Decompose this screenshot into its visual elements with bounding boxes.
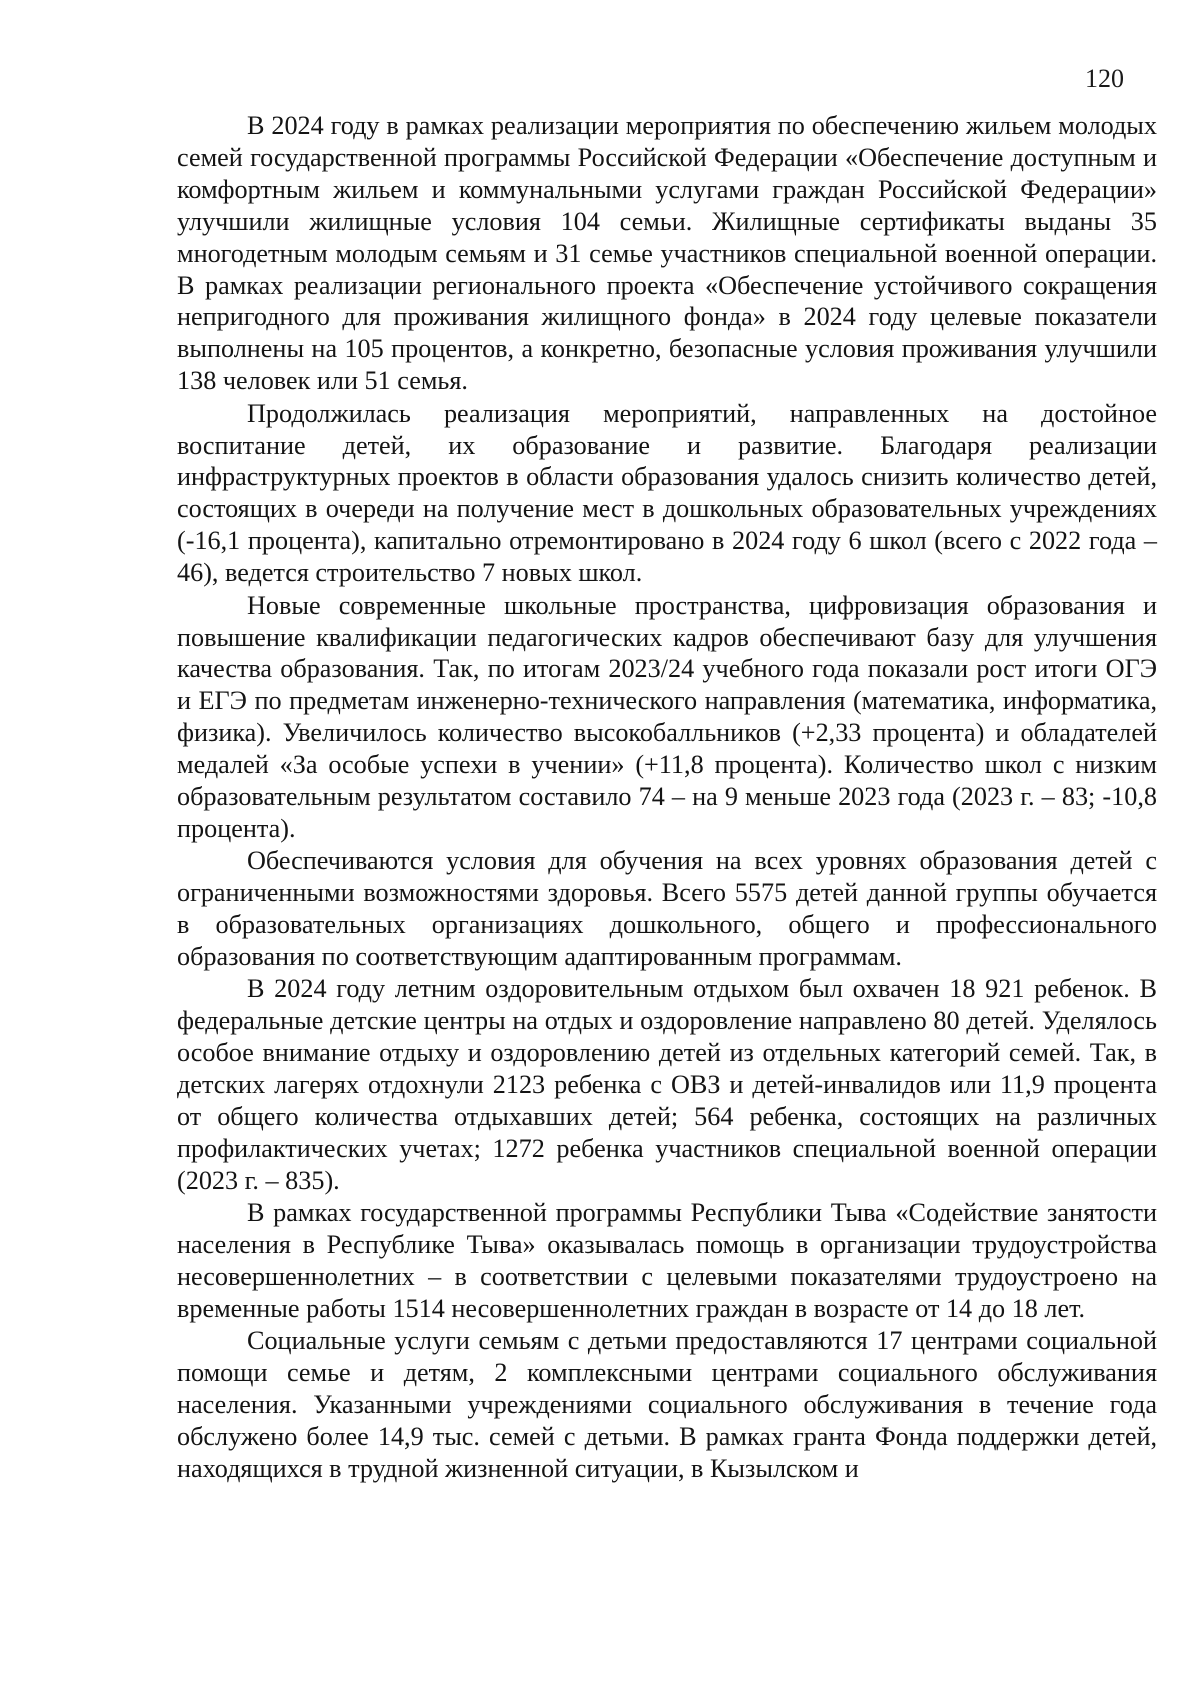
paragraph-housing: В 2024 году в рамках реализации мероприятия по обеспечению жильем молодых семей государственной программы Российской Федерации «Обеспечение доступным и комфортным жильем и коммунальными услугами граждан Российской Федерации» улучшили жилищные условия 104 семьи. Жилищные сертификаты выданы 35 многодетным молодым семьям и 31 семье участников специальной военной операции. В рамках реализации регионального проекта «Обеспечение устойчивого сокращения непригодного для проживания жилищного фонда» в 2024 году целевые показатели выполнены на 105 процентов, а конкретно, безопасные условия проживания улучшили 138 человек или 51 семья. xyxy=(177,111,1157,396)
document-body xyxy=(177,110,1157,1485)
paragraph-social-services: Социальные услуги семьям с детьми предоставляются 17 центрами социальной помощи семье и детям, 2 комплексными центрами социального обслуживания населения. Указанными учреждениями социального обслуживания в течение года обслужено более 14,9 тыс. семей с детьми. В рамках гранта Фонда поддержки детей, находящихся в трудной жизненной ситуации, в Кызылском и xyxy=(177,1326,1157,1484)
paragraph-education-quality: Новые современные школьные пространства, цифровизация образования и повышение квалификации педагогических кадров обеспечивают базу для улучшения качества образования. Так, по итогам 2023/24 учебного года показали рост итоги ОГЭ и ЕГЭ по предметам инженерно-технического направления (математика, информатика, физика). Увеличилось количество высокобалльников (+2,33 процента) и обладателей медалей «За особые успехи в учении» (+11,8 процента). Количество школ с низким образовательным результатом составило 74 – на 9 меньше 2023 года (2023 г. – 83; -10,8 процента). xyxy=(177,590,1157,843)
paragraph-employment: В рамках государственной программы Республики Тыва «Содействие занятости населения в Республике Тыва» оказывалась помощь в организации трудоустройства несовершеннолетних – в соответствии с целевыми показателями трудоустроено на временные работы 1514 несовершеннолетних граждан в возрасте от 14 до 18 лет. xyxy=(177,1198,1157,1324)
paragraph-education-infrastructure: Продолжилась реализация мероприятий, направленных на достойное воспитание детей, их образование и развитие. Благодаря реализации инфраструктурных проектов в области образования удалось снизить количество детей, состоящих в очереди на получение мест в дошкольных образовательных учреждениях (-16,1 процента), капитально отремонтировано в 2024 году 6 школ (всего с 2022 года – 46), ведется строительство 7 новых школ. xyxy=(177,398,1157,588)
paragraph-summer-rest: В 2024 году летним оздоровительным отдыхом был охвачен 18 921 ребенок. В федеральные детские центры на отдых и оздоровление направлено 80 детей. Уделялось особое внимание отдыху и оздоровлению детей из отдельных категорий семей. Так, в детских лагерях отдохнули 2123 ребенка с ОВЗ и детей-инвалидов или 11,9 процента от общего количества отдыхавших детей; 564 ребенка, состоящих на различных профилактических учетах; 1272 ребенка участников специальной военной операции (2023 г. – 835). xyxy=(177,974,1157,1195)
paragraph-disabilities: Обеспечиваются условия для обучения на всех уровнях образования детей с ограниченными возможностями здоровья. Всего 5575 детей данной группы обучается в образовательных организациях дошкольного, общего и профессионального образования по соответствующим адаптированным программам. xyxy=(177,846,1157,972)
page-number: 120 xyxy=(1085,64,1124,93)
